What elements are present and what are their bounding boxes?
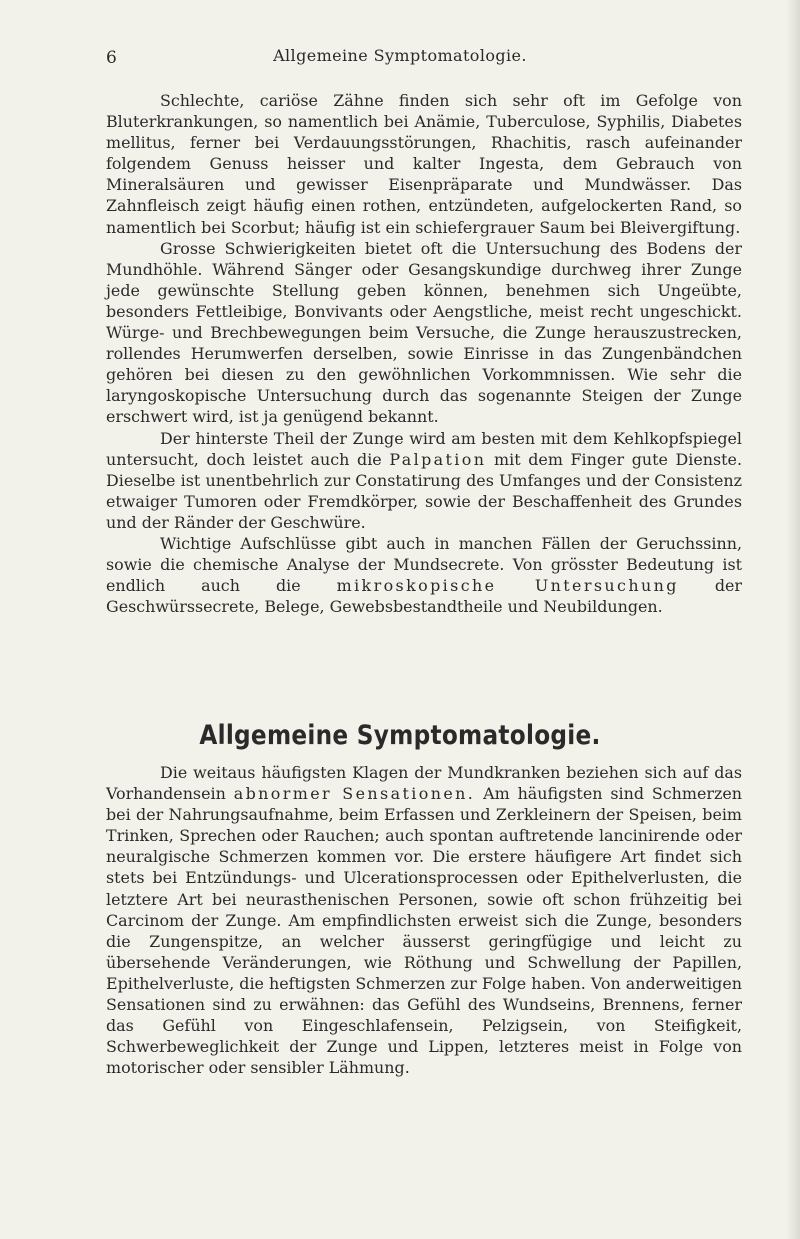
emphasis-term: mikroskopische Untersuchung	[336, 576, 679, 596]
page-edge-shadow	[786, 0, 800, 1239]
section-text	[106, 762, 742, 1078]
paragraph-microscopic	[106, 533, 742, 617]
page-number: 6	[106, 48, 117, 68]
paragraph-sensations	[106, 762, 742, 1078]
paragraph-text: Am häufigsten sind Schmerzen bei der Nahrungsaufnahme, beim Erfassen und Zerkleinern der Speisen, beim Trinken, Sprechen oder Rauchen; auch spontan auftretende lancinirende oder neuralgische Schmerzen kommen vor. Die erstere häufigere Art findet sich stets bei Entzündungs- und Ulcerationsprocessen oder Epithelverlusten, die letztere Art bei neurasthenischen Personen, sowie oft schon frühzeitig bei Carcinom der Zunge. Am empfindlichsten erweist sich die Zunge, besonders die Zungenspitze, an welcher äusserst geringfügige und leicht zu übersehende Veränderungen, wie Röthung und Schwellung der Papillen, Epithelverluste, die heftigsten Schmerzen zur Folge haben. Von anderweitigen Sensationen sind zu erwähnen: das Gefühl des Wundseins, Brennens, ferner das Gefühl von Eingeschlafensein, Pelzigsein, von Steifigkeit, Schwerbeweglichkeit der Zunge und Lippen, letzteres meist in Folge von motorischer oder sensibler Lähmung.	[106, 784, 742, 1078]
paragraph-text: Die weitaus häufigsten Klagen der Mundkranken beziehen sich auf das Vorhandensein	[106, 763, 742, 804]
running-head	[0, 44, 800, 72]
paragraph-text: Wichtige Aufschlüsse gibt auch in manchen Fällen der Geruchssinn, sowie die chemische Analyse der Mundsecrete. Von grösster Bedeutung ist endlich auch die	[106, 533, 742, 596]
continuation-text	[106, 90, 742, 617]
section-heading: Allgemeine Symptomatologie.	[199, 720, 601, 752]
paragraph-mouth-floor: Grosse Schwierigkeiten bietet oft die Untersuchung des Bodens der Mundhöhle. Während Sänger oder Gesangskundige durchweg ihrer Zunge jede gewünschte Stellung geben können, benehmen sich Ungeübte, besonders Fettleibige, Bonvivants oder Aengstliche, meist recht ungeschickt. Würge- und Brechbewegungen beim Versuche, die Zunge herauszustrecken, rollendes Herumwerfen derselben, sowie Einrisse in das Zungenbändchen gehören bei diesen zu den gewöhnlichen Vorkommnissen. Wie sehr die laryngoskopische Untersuchung durch das sogenannte Steigen der Zunge erschwert wird, ist ja genügend bekannt.	[106, 238, 742, 427]
emphasis-term: Palpation	[389, 449, 487, 469]
paragraph-text: der Geschwürssecrete, Belege, Gewebsbestandtheile und Neubildungen.	[106, 576, 742, 617]
paragraph-text: mit dem Finger gute Dienste. Dieselbe ist unentbehrlich zur Constatirung des Umfanges und der Consistenz etwaiger Tumoren oder Fremdkörper, sowie der Beschaffenheit des Grundes und der Ränder der Geschwüre.	[106, 449, 743, 532]
paragraph-teeth-gums: Schlechte, cariöse Zähne finden sich sehr oft im Gefolge von Bluterkrankungen, so namentlich bei Anämie, Tuberculose, Syphilis, Diabetes mellitus, ferner bei Verdauungsstörungen, Rhachitis, rasch aufeinander folgendem Genuss heisser und kalter Ingesta, dem Gebrauch von Mineralsäuren und gewisser Eisenpräparate und Mundwässer. Das Zahnfleisch zeigt häufig einen rothen, entzündeten, aufgelockerten Rand, so namentlich bei Scorbut; häufig ist ein schiefergrauer Saum bei Bleivergiftung.	[106, 91, 742, 237]
emphasis-term: abnormer Sensationen.	[233, 784, 476, 804]
paragraph-palpation	[106, 428, 742, 533]
paragraph-text: Der hinterste Theil der Zunge wird am besten mit dem Kehlkopfspiegel untersucht, doch leistet auch die	[106, 428, 742, 469]
running-title: Allgemeine Symptomatologie.	[273, 46, 527, 65]
